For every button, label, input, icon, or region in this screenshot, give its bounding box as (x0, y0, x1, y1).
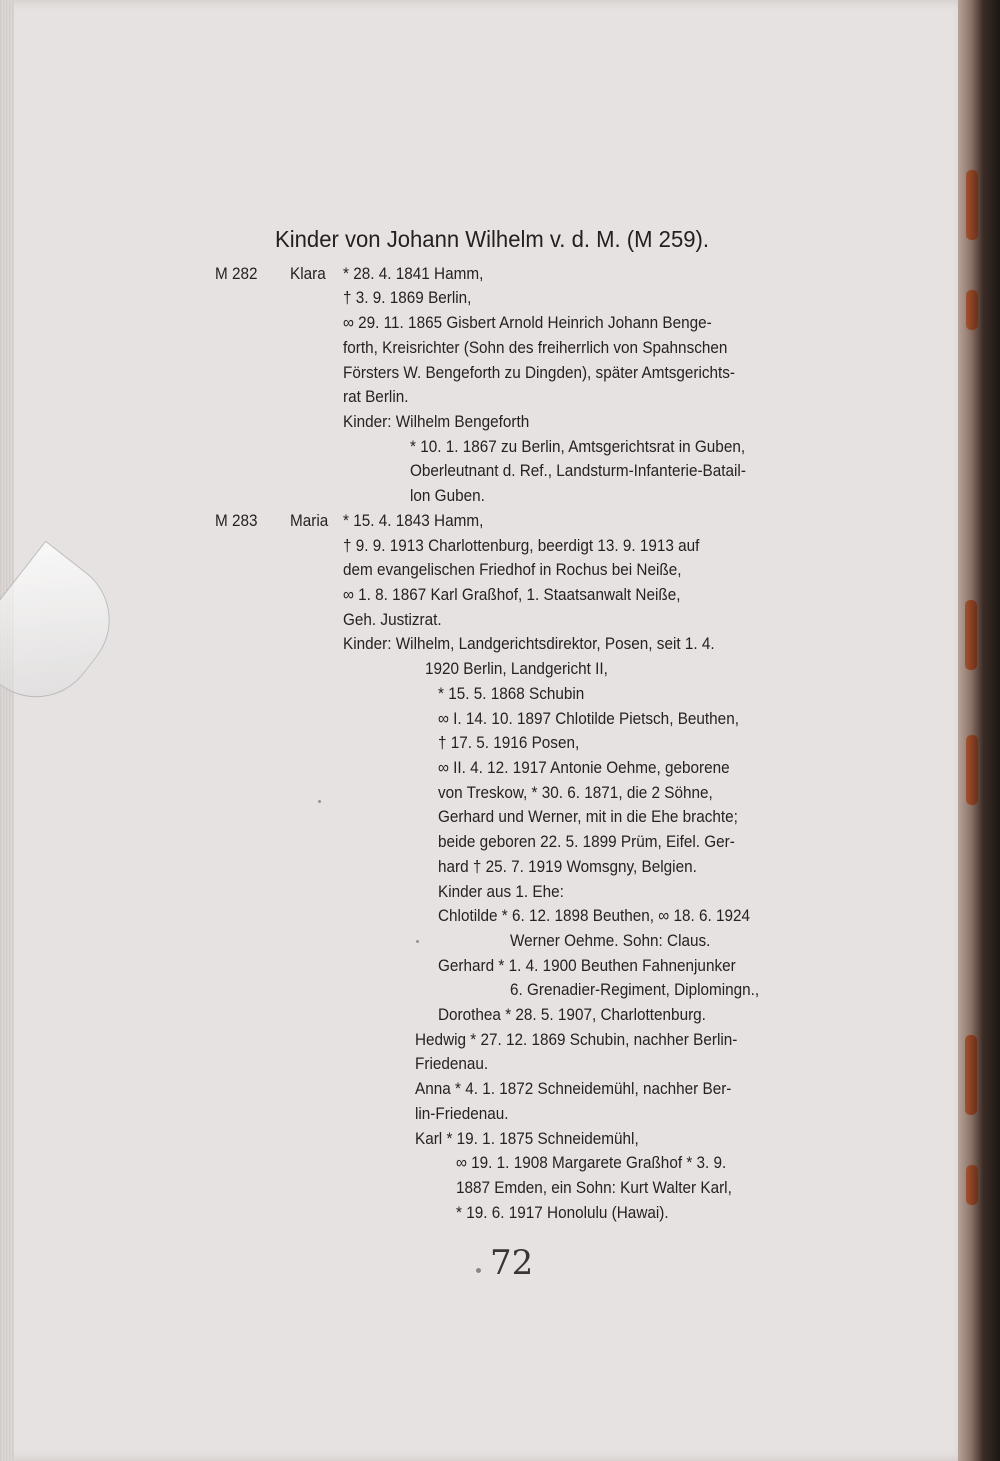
text-line: lin-Friedenau. (415, 1104, 509, 1123)
text-line: lon Guben. (410, 486, 485, 505)
text-line: * 19. 6. 1917 Honolulu (Hawai). (456, 1203, 669, 1222)
text-line: Försters W. Bengeforth zu Dingden), später Amtsgerichts- (343, 363, 736, 382)
text-line: Dorothea * 28. 5. 1907, Charlottenburg. (438, 1005, 706, 1024)
text-line: ∞ I. 14. 10. 1897 Chlotilde Pietsch, Beuthen, (438, 709, 739, 728)
page-number: 72 (490, 1243, 534, 1283)
text-line: Kinder: Wilhelm, Landgerichtsdirektor, Posen, seit 1. 4. (343, 634, 715, 653)
text-line: Friedenau. (415, 1054, 489, 1073)
text-line: † 3. 9. 1869 Berlin, (343, 288, 472, 307)
text-line: Oberleutnant d. Ref., Landsturm-Infanterie-Batail- (410, 461, 746, 480)
paper-speck (318, 800, 321, 803)
page-edges (0, 0, 14, 1461)
binding-thread (966, 170, 978, 240)
text-line: Hedwig * 27. 12. 1869 Schubin, nachher Berlin- (415, 1030, 738, 1049)
text-line: 6. Grenadier-Regiment, Diplomingn., (510, 980, 760, 999)
text-line: Geh. Justizrat. (343, 610, 442, 629)
binding-thread (965, 600, 977, 670)
entry-id: M 282 (215, 264, 258, 283)
text-line: 1920 Berlin, Landgericht II, (425, 659, 608, 678)
text-line: Chlotilde * 6. 12. 1898 Beuthen, ∞ 18. 6. 1924 (438, 906, 751, 925)
page-dot (476, 1268, 481, 1273)
binding-thread (965, 1035, 977, 1115)
text-line: Karl * 19. 1. 1875 Schneidemühl, (415, 1129, 639, 1148)
text-line: forth, Kreisrichter (Sohn des freiherrlich von Spahnschen (343, 338, 728, 357)
text-line: ∞ II. 4. 12. 1917 Antonie Oehme, geborene (438, 758, 730, 777)
text-line: Werner Oehme. Sohn: Claus. (510, 931, 711, 950)
text-line: beide geboren 22. 5. 1899 Prüm, Eifel. Ger- (438, 832, 735, 851)
entry-id: M 283 (215, 511, 258, 530)
text-line: ∞ 1. 8. 1867 Karl Graßhof, 1. Staatsanwalt Neiße, (343, 585, 681, 604)
text-line: * 10. 1. 1867 zu Berlin, Amtsgerichtsrat in Guben, (410, 437, 746, 456)
text-line: 1887 Emden, ein Sohn: Kurt Walter Karl, (456, 1178, 732, 1197)
entry-name: Klara (290, 264, 326, 283)
binding-thread (966, 735, 978, 805)
entry-detail: * 28. 4. 1841 Hamm, (343, 264, 484, 283)
binding-thread (966, 1165, 978, 1205)
text-line: † 9. 9. 1913 Charlottenburg, beerdigt 13. 9. 1913 auf (343, 536, 700, 555)
text-line: Gerhard und Werner, mit in die Ehe brachte; (438, 807, 738, 826)
text-line: von Treskow, * 30. 6. 1871, die 2 Söhne, (438, 783, 713, 802)
text-line: hard † 25. 7. 1919 Womsgny, Belgien. (438, 857, 697, 876)
book-binding (958, 0, 1000, 1461)
binding-thread (966, 290, 978, 330)
text-line: Gerhard * 1. 4. 1900 Beuthen Fahnenjunker (438, 956, 736, 975)
entry-detail: * 15. 4. 1843 Hamm, (343, 511, 484, 530)
paper-speck (416, 940, 419, 943)
text-line: Kinder: Wilhelm Bengeforth (343, 412, 530, 431)
page-title: Kinder von Johann Wilhelm v. d. M. (M 259). (275, 226, 710, 252)
text-line: ∞ 19. 1. 1908 Margarete Graßhof * 3. 9. (456, 1153, 727, 1172)
text-line: † 17. 5. 1916 Posen, (438, 733, 580, 752)
text-line: Anna * 4. 1. 1872 Schneidemühl, nachher Ber- (415, 1079, 732, 1098)
text-line: * 15. 5. 1868 Schubin (438, 684, 585, 703)
text-line: rat Berlin. (343, 387, 409, 406)
entry-name: Maria (290, 511, 329, 530)
text-line: ∞ 29. 11. 1865 Gisbert Arnold Heinrich Johann Benge- (343, 313, 712, 332)
text-line: Kinder aus 1. Ehe: (438, 882, 564, 901)
text-line: dem evangelischen Friedhof in Rochus bei Neiße, (343, 560, 682, 579)
